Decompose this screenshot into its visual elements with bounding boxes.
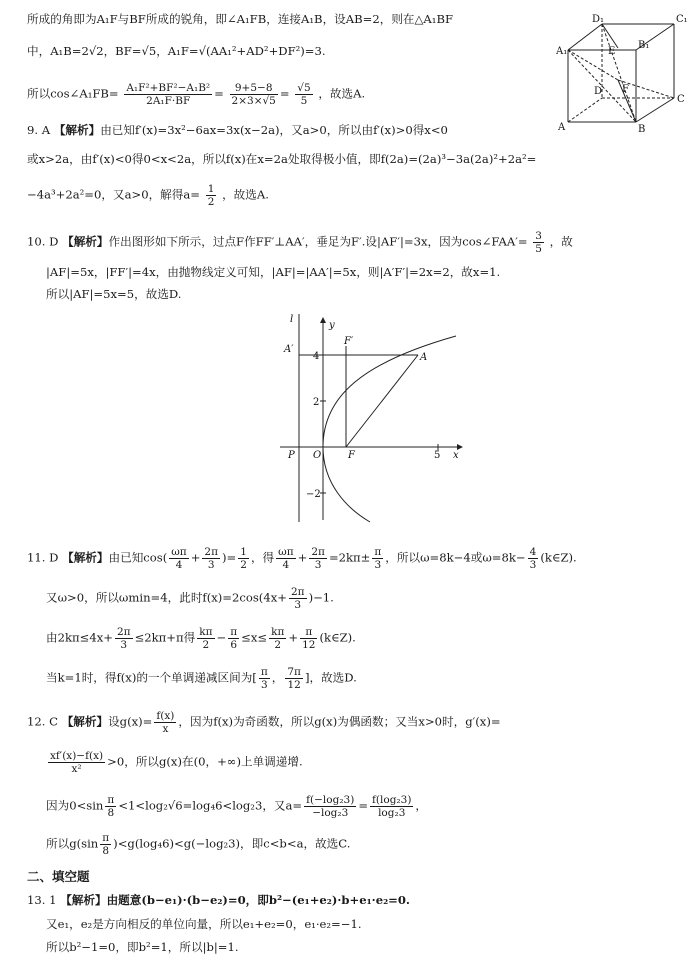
label-D1: D₁ xyxy=(592,14,605,25)
numerator: 1 xyxy=(207,183,215,195)
denominator: 12 xyxy=(302,639,316,651)
p11-text: =2kπ± xyxy=(328,550,371,565)
fraction xyxy=(304,794,356,819)
denominator: 3 xyxy=(260,679,268,691)
p11-text: ， xyxy=(271,670,284,685)
fraction xyxy=(259,666,270,691)
numerator: kπ xyxy=(271,626,285,638)
p12-line-1 xyxy=(27,710,501,735)
fraction xyxy=(309,546,327,571)
denominator: 4 xyxy=(282,559,290,571)
fraction xyxy=(206,183,217,208)
label-P: P xyxy=(288,450,295,461)
problem-number: 13. 1 xyxy=(27,893,57,907)
p11-text: + xyxy=(297,550,308,565)
tick-minus-2: −2 xyxy=(306,489,321,500)
fraction xyxy=(370,794,413,819)
label-y-axis: y xyxy=(329,320,335,331)
p11-text: ≤x≤ xyxy=(241,630,268,645)
numerator: f(x) xyxy=(156,710,175,722)
fraction xyxy=(238,546,249,571)
numerator: kπ xyxy=(199,626,213,638)
numerator: 2π xyxy=(290,586,305,598)
fraction xyxy=(533,230,544,255)
tick-2: 2 xyxy=(313,397,320,408)
numerator: xf′(x)−f(x) xyxy=(50,750,104,762)
p8-text: 所以cos∠A₁FB= xyxy=(27,86,119,101)
fraction xyxy=(230,82,278,107)
p12-text: )<g(log₄6)<g(−log₂3)，即c<b<a，故选C. xyxy=(113,836,351,851)
analysis-tag: 【解析】 xyxy=(53,123,101,137)
p11-text: 由已知cos( xyxy=(108,550,168,565)
p12-text: 所以g(sin xyxy=(46,836,99,851)
p11-text: + xyxy=(288,630,299,645)
denominator: x xyxy=(162,723,169,735)
denominator: 5 xyxy=(535,243,542,255)
p13-line-3: 所以b²−1=0，即b²=1，所以|b|=1. xyxy=(46,940,239,954)
numerator: 3 xyxy=(535,230,542,242)
numerator: ωπ xyxy=(171,546,187,558)
problem-number: 11. D xyxy=(27,550,59,565)
label-O: O xyxy=(313,450,322,461)
p11-text: + xyxy=(190,550,201,565)
label-F: F xyxy=(622,84,629,95)
tick-5: 5 xyxy=(434,450,441,461)
p11-text: (k∈Z). xyxy=(540,550,577,565)
denominator: 8 xyxy=(107,807,115,819)
p12-line-4 xyxy=(46,832,350,857)
p11-line-2 xyxy=(46,586,334,611)
fraction xyxy=(528,546,539,571)
label-D: D xyxy=(594,86,603,97)
denominator: 5 xyxy=(300,95,308,107)
p13-line-2: 又e₁，e₂是方向相反的单位向量，所以e₁+e₂=0，e₁·e₂=−1. xyxy=(46,917,362,931)
p9-line-3 xyxy=(27,183,269,208)
p11-line-3 xyxy=(46,626,356,651)
p12-text: <1<log₂√6=log₄6<log₂3，又a= xyxy=(118,798,303,813)
numerator: π xyxy=(107,794,115,806)
p8-line-3: 所以cos∠A₁FB= $\frac{\text{A₁F²+BF²−A₁B²}}{\text{2A₁F·BF}}$ = $\frac{9+5-8}{2\times 3\times√5}$ = $\frac{√5}{5}$ ，故选A. xyxy=(27,82,366,107)
p13-line-1 xyxy=(27,893,410,907)
fraction xyxy=(276,546,295,571)
p12-text: ，因为f(x)为奇函数，所以g(x)为偶函数；又当x>0时，g′(x)= xyxy=(178,714,501,729)
fraction xyxy=(372,546,383,571)
section-heading: 二、填空题 xyxy=(27,869,90,884)
denominator: 6 xyxy=(230,639,238,651)
analysis-tag: 【解析】 xyxy=(62,550,109,565)
denominator: 3 xyxy=(314,559,322,571)
label-F-prime: F′ xyxy=(344,336,354,347)
problem-number: 9. A xyxy=(27,123,51,137)
denominator: 8 xyxy=(102,845,110,857)
fraction xyxy=(228,626,239,651)
p9-line-1 xyxy=(27,123,448,137)
p11-text: 由2kπ≤4x+ xyxy=(46,630,113,645)
p11-text: (k∈Z). xyxy=(319,630,356,645)
fraction xyxy=(169,546,188,571)
p9-text: 由已知f′(x)=3x²−6ax=3x(x−2a)，又a>0，所以由f′(x)>0得x<0 xyxy=(100,123,448,137)
denominator: 2 xyxy=(202,639,210,651)
fraction xyxy=(295,82,312,107)
problem-number: 12. C xyxy=(27,714,58,729)
fraction xyxy=(285,666,303,691)
numerator: √5 xyxy=(297,82,311,94)
denominator: 2A₁F·BF xyxy=(146,95,191,107)
p11-line-1 xyxy=(27,546,577,571)
fraction xyxy=(289,586,307,611)
denominator: 3 xyxy=(294,599,302,611)
fraction xyxy=(100,832,111,857)
p12-text: 设g(x)= xyxy=(108,714,153,729)
p10-line-2: |AF|=5x，|FF′|=4x，由抛物线定义可知，|AF|=|AA′|=5x，则|A′F′|=2x=2，故x=1. xyxy=(46,265,501,279)
label-A: A xyxy=(558,122,566,133)
fraction xyxy=(197,626,214,651)
p12-text: 因为0<sin xyxy=(46,798,104,813)
denominator: log₂3 xyxy=(378,807,406,819)
p10-line-1 xyxy=(27,230,573,255)
label-F: F xyxy=(348,450,355,461)
p10-text: 作出图形如下所示，过点F作FF′⊥AA′，垂足为F′.设|AF′|=3x，因为cos∠FAA′= xyxy=(108,234,528,249)
numerator: 2π xyxy=(311,546,325,558)
denominator: x² xyxy=(71,763,82,775)
p8-line-1: 所成的角即为A₁F与BF所成的锐角，即∠A₁FB，连接A₁B，设AB=2，则在△A₁BF xyxy=(27,12,454,26)
denominator: 2 xyxy=(274,639,282,651)
p12-text: >0，所以g(x)在(0，+∞)上单调递增. xyxy=(107,754,303,769)
p12-text: = xyxy=(358,798,369,813)
label-A1: A₁ xyxy=(556,46,568,57)
p11-text: ]，故选D. xyxy=(304,670,357,685)
p12-text: ， xyxy=(415,798,428,813)
numerator: π xyxy=(260,666,268,678)
numerator: 7π xyxy=(287,666,301,678)
numerator: 1 xyxy=(240,546,247,558)
p11-text: ，所以ω=8k−4或ω=8k− xyxy=(385,550,526,565)
label-A-prime: A′ xyxy=(284,344,294,355)
numerator: f(log₂3) xyxy=(372,794,412,806)
denominator: 3 xyxy=(374,559,382,571)
p11-text: 又ω>0，所以ωmin=4，此时f(x)=2cos(4x+ xyxy=(46,590,287,605)
numerator: ωπ xyxy=(278,546,294,558)
denominator: −log₂3 xyxy=(312,807,349,819)
label-C1: C₁ xyxy=(676,14,688,25)
fraction xyxy=(300,626,317,651)
analysis-tag: 【解析】 xyxy=(60,893,107,907)
problem-number: 10. D xyxy=(27,234,59,249)
p9-text: −4a³+2a²=0，又a>0，解得a= xyxy=(27,187,200,202)
denominator: 12 xyxy=(287,679,301,691)
p8-text: ，故选A. xyxy=(318,86,366,101)
label-C: C xyxy=(677,94,685,105)
p11-line-4 xyxy=(46,666,357,691)
denominator: 2×3×√5 xyxy=(231,95,276,107)
p10-text: ，故 xyxy=(549,234,573,249)
label-x-axis: x xyxy=(453,450,459,461)
denominator: 3 xyxy=(207,559,215,571)
p12-line-2 xyxy=(46,750,303,775)
label-E: E xyxy=(608,46,616,57)
denominator: 3 xyxy=(529,559,537,571)
p9-text: ，故选A. xyxy=(222,187,269,202)
numerator: 9+5−8 xyxy=(230,82,278,95)
p11-text: − xyxy=(216,630,227,645)
fraction xyxy=(48,750,105,775)
fraction xyxy=(202,546,220,571)
numerator: π xyxy=(102,832,110,844)
p13-text: 由题意(b−e₁)·(b−e₂)=0，即b²−(e₁+e₂)·b+e₁·e₂=0. xyxy=(106,893,410,907)
parabola-figure xyxy=(270,308,470,528)
p11-text: ≤2kπ+π得 xyxy=(134,630,196,645)
numerator: 2π xyxy=(116,626,131,638)
label-B: B xyxy=(638,124,646,135)
p9-line-2: 或x>2a，由f′(x)<0得0<x<2a，所以f(x)在x=2a处取得极小值，即f(2a)=(2a)³−3a(2a)²+2a²= xyxy=(27,152,537,166)
numerator: 4 xyxy=(529,546,537,558)
label-l: l xyxy=(290,314,294,325)
numerator: π xyxy=(374,546,382,558)
numerator: π xyxy=(300,626,317,639)
fraction xyxy=(115,626,133,651)
fraction xyxy=(105,794,116,819)
fraction xyxy=(269,626,286,651)
p11-text: )−1. xyxy=(308,590,334,605)
p8-line-2: 中，A₁B=2√2，BF=√5，A₁F=√(AA₁²+AD²+DF²)=3. xyxy=(27,44,326,58)
p11-text: )= xyxy=(222,550,237,565)
denominator: 2 xyxy=(240,559,247,571)
denominator: 2 xyxy=(207,196,215,208)
numerator: π xyxy=(230,626,238,638)
p10-line-3: 所以|AF|=5x=5，故选D. xyxy=(46,287,182,301)
numerator: A₁F²+BF²−A₁B² xyxy=(126,82,211,94)
cube-figure xyxy=(556,10,688,138)
fraction xyxy=(154,710,176,735)
fraction xyxy=(124,82,212,107)
p11-text: ，得 xyxy=(250,550,275,565)
label-B1: B₁ xyxy=(638,40,650,51)
numerator: 2π xyxy=(204,546,219,558)
analysis-tag: 【解析】 xyxy=(61,714,109,729)
label-A: A xyxy=(420,352,428,363)
p11-text: 当k=1时，得f(x)的一个单调递减区间为[ xyxy=(46,670,257,685)
tick-4: 4 xyxy=(313,351,320,362)
analysis-tag: 【解析】 xyxy=(62,234,109,249)
denominator: 4 xyxy=(175,559,183,571)
denominator: 3 xyxy=(120,639,128,651)
p12-line-3 xyxy=(46,794,427,819)
numerator: f(−log₂3) xyxy=(306,794,355,806)
